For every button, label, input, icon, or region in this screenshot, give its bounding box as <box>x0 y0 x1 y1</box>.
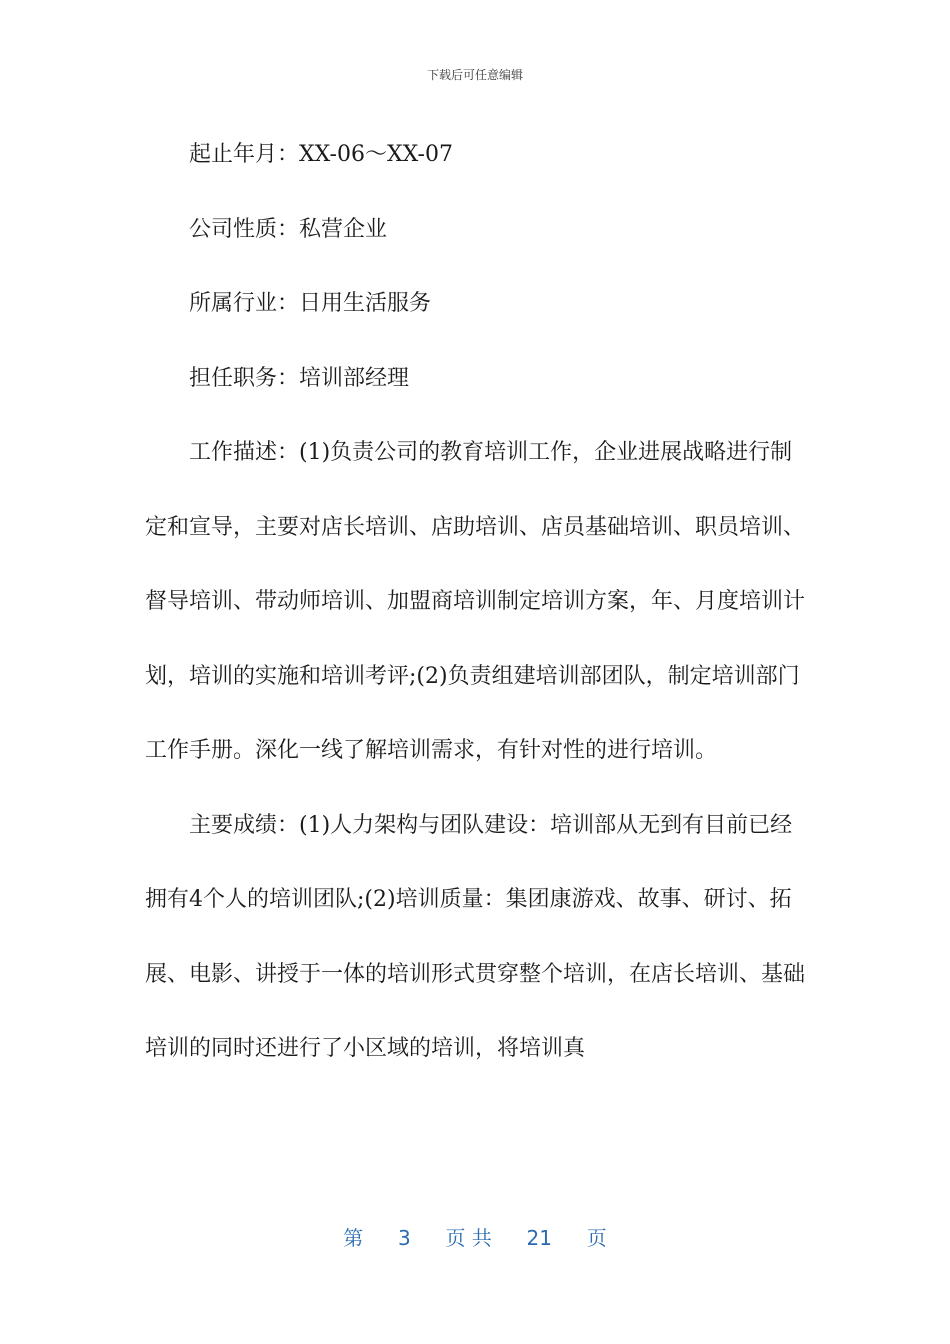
paragraph-position: 担任职务：培训部经理 <box>189 365 410 391</box>
paragraph-period: 起止年月：XX-06～XX-07 <box>189 142 453 167</box>
footer-suffix: 页 <box>586 1226 607 1250</box>
page-header-note: 下载后可任意编辑 <box>426 68 523 82</box>
footer-prefix: 第 <box>343 1226 364 1250</box>
footer-middle: 页 共 <box>445 1226 492 1250</box>
paragraph-company-type: 公司性质：私营企业 <box>189 216 388 242</box>
footer-current-page: 3 <box>398 1226 411 1250</box>
footer-total-pages: 21 <box>526 1226 552 1250</box>
paragraph-achievements: 主要成绩：(1)人力架构与团队建设：培训部从无到有目前已经拥有4个人的培训团队;(2)培训质量：集团康游戏、故事、研讨、拓展、电影、讲授于一体的培训形式贯穿整个培训，在店长培训、基础培训的同时还进行了小区域的培训，将培训真 <box>145 812 806 1061</box>
paragraph-job-description: 工作描述：(1)负责公司的教育培训工作，企业进展战略进行制定和宣导，主要对店长培训、店助培训、店员基础培训、职员培训、督导培训、带动师培训、加盟商培训制定培训方案，年、月度培训计划，培训的实施和培训考评;(2)负责组建培训部团队，制定培训部门工作手册。深化一线了解培训需求，有针对性的进行培训。 <box>145 440 806 763</box>
document-body <box>145 118 805 1087</box>
page-footer <box>0 1222 950 1251</box>
paragraph-industry: 所属行业：日用生活服务 <box>189 291 432 316</box>
